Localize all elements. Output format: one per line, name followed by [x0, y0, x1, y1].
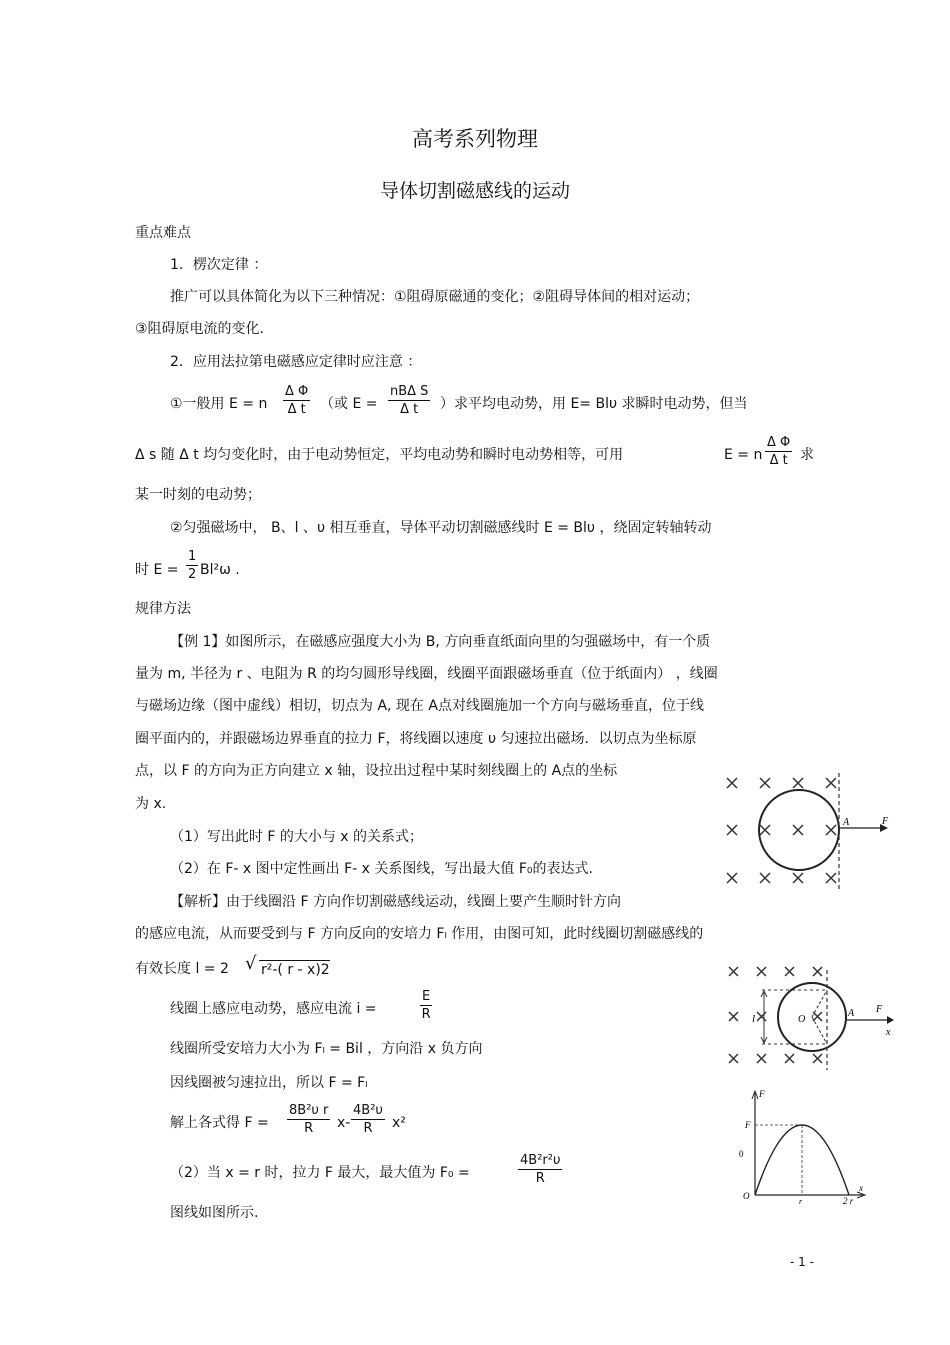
coil-field-figure	[722, 768, 892, 892]
fraction-denominator: Δ t	[769, 453, 788, 468]
section-heading: 规律方法	[135, 601, 191, 617]
force-graph-figure	[735, 1085, 875, 1205]
fraction-denominator: Δ t	[400, 402, 419, 417]
example-line: 圈平面内的，并跟磁场边界垂直的拉力 F，将线圈以速度 υ 匀速拉出磁场．以切点为坐标原	[135, 731, 697, 747]
formula-text: x-	[337, 1115, 351, 1131]
sqrt-sign: √	[245, 953, 257, 974]
solution-line: 【解析】由于线圈沿 F 方向作切割磁感线运动，线圈上要产生顺时针方向	[170, 894, 621, 910]
example-line: 量为 m, 半径为 r 、电阻为 R 的均匀圆形导线圈，线圈平面跟磁场垂直（位于纸面内） ，线圈	[135, 666, 718, 682]
fraction	[518, 1152, 562, 1187]
label-l: l	[752, 1013, 756, 1025]
formula-text: ）求平均电动势，用 E= Blυ 求瞬时电动势，但当	[440, 396, 748, 412]
field-cross-marks	[729, 967, 822, 1063]
example-line: 点，以 F 的方向为正方向建立 x 轴，设拉出过程中某时刻线圈上的 A点的坐标	[135, 763, 618, 779]
solution-line: 的感应电流，从而要受到与 F 方向反向的安培力 Fₗ 作用，由图可知，此时线圈切割磁感线的	[135, 926, 704, 942]
fraction-numerator: nBΔ S	[390, 384, 429, 399]
formula-text: 解上各式得 F =	[170, 1115, 269, 1131]
item-heading: 1．楞次定律 ：	[170, 257, 268, 273]
label-r: r	[799, 1197, 803, 1205]
example-line: 【例 1】如图所示，在磁感应强度大小为 B, 方向垂直纸面向里的匀强磁场中，有一个质	[170, 634, 711, 650]
formula-text: Δ s 随 Δ t 均匀变化时，由于电动势恒定，平均电动势和瞬时电动势相等，可用	[135, 447, 624, 463]
fraction	[186, 548, 198, 583]
formula-text: （2）当 x = r 时，拉力 F 最大，最大值为 F₀ =	[170, 1165, 470, 1181]
fraction-denominator: R	[535, 1171, 545, 1186]
fraction-numerator: Δ Φ	[285, 384, 309, 399]
label-o: O	[798, 1014, 806, 1025]
fraction-numerator: 8B²υ r	[289, 1103, 329, 1118]
example-line: 与磁场边缘（图中虚线）相切，切点为 A, 现在 A点对线圈施加一个方向与磁场垂直，位于线	[135, 698, 704, 714]
fraction-denominator: R	[421, 1007, 431, 1022]
question-2: （2）在 F- x 图中定性画出 F- x 关系图线，写出最大值 F₀的表达式.	[170, 861, 593, 877]
label-zero: 0	[739, 1149, 744, 1159]
fraction-denominator: R	[304, 1121, 314, 1136]
fraction	[420, 988, 432, 1023]
fraction-numerator: 4B²υ	[353, 1103, 383, 1118]
fraction-denominator: 2	[188, 567, 197, 582]
paragraph: 图线如图所示.	[170, 1205, 259, 1221]
fraction-numerator: E	[422, 989, 431, 1004]
label-x: x	[886, 1027, 891, 1038]
page-subtitle: 导体切割磁感线的运动	[379, 180, 570, 202]
coil-exit-figure	[722, 962, 897, 1072]
fraction-numerator: Δ Φ	[767, 435, 791, 450]
label-a: A	[843, 817, 850, 828]
label-x: x	[859, 1183, 863, 1193]
formula-text: Bl²ω .	[200, 562, 240, 578]
label-2r: 2 r	[843, 1196, 854, 1205]
sqrt-radicand: r²-( r - x)2	[261, 962, 330, 978]
formula-text: E = n	[724, 447, 763, 463]
label-origin: O	[743, 1191, 750, 1201]
item-heading: 2．应用法拉第电磁感应定律时应注意 ：	[170, 354, 422, 370]
fraction	[351, 1102, 385, 1137]
fraction-denominator: R	[363, 1121, 373, 1136]
formula-text: ①一般用 E = n	[170, 396, 268, 412]
formula-text: x²	[392, 1115, 406, 1131]
label-f: F	[759, 1089, 765, 1099]
paragraph: 线圈所受安培力大小为 Fₗ = Bil ，方向沿 x 负方向	[170, 1041, 483, 1057]
paragraph: ③阻碍原电流的变化.	[135, 321, 265, 337]
formula-text: 有效长度 l = 2	[135, 961, 229, 977]
fraction	[287, 1102, 330, 1137]
label-f: F	[876, 1004, 883, 1015]
formula-text: （或 E =	[320, 396, 378, 412]
fraction	[388, 383, 430, 418]
fraction-numerator: 1	[188, 549, 197, 564]
question-1: （1）写出此时 F 的大小与 x 的关系式；	[170, 829, 424, 845]
page-number: - 1 -	[790, 1255, 814, 1269]
paragraph: ②匀强磁场中， B、l 、υ 相互垂直，导体平动切割磁感线时 E = Blυ ，绕固定转轴转动	[170, 520, 712, 536]
paragraph: 因线圈被匀速拉出，所以 F = Fₗ	[170, 1075, 368, 1091]
label-f0: F	[745, 1120, 751, 1130]
example-line: 为 x.	[135, 796, 167, 812]
formula-text: 线圈上感应电动势，感应电流 i =	[170, 1001, 377, 1017]
fraction-denominator: Δ t	[287, 402, 306, 417]
paragraph: 某一时刻的电动势；	[135, 487, 261, 503]
formula-text: 时 E =	[135, 562, 179, 578]
label-a: A	[848, 1008, 855, 1019]
label-f: F	[882, 816, 889, 827]
fraction	[765, 434, 792, 469]
page-title: 高考系列物理	[412, 127, 538, 151]
section-heading: 重点难点	[135, 225, 191, 241]
formula-text: 求	[800, 447, 814, 463]
paragraph: 推广可以具体简化为以下三种情况：①阻碍原磁通的变化；②阻碍导体间的相对运动；	[170, 289, 700, 305]
fraction	[283, 383, 310, 418]
fraction-numerator: 4B²r²υ	[520, 1153, 561, 1168]
